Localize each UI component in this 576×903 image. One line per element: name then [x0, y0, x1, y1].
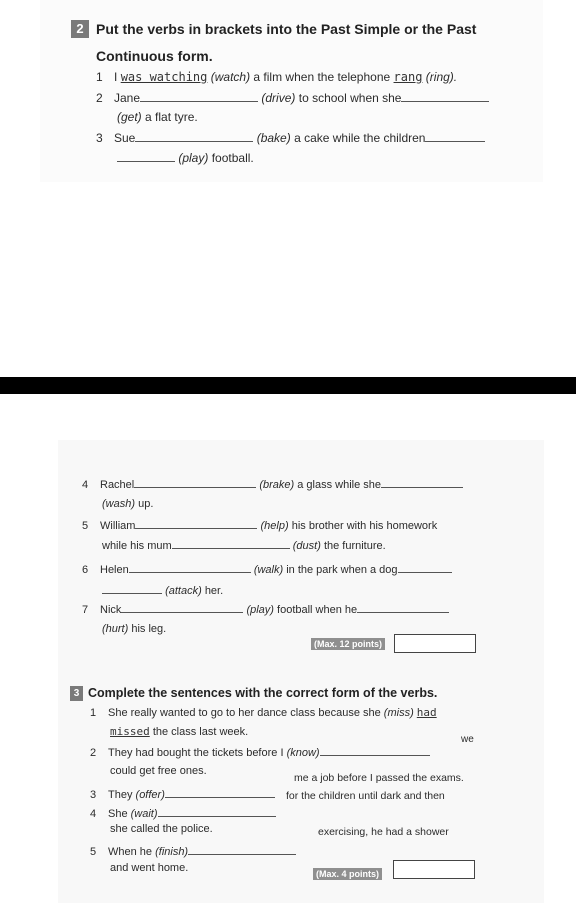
item-number: 5	[90, 846, 97, 858]
answer-blank[interactable]	[129, 561, 251, 573]
verb-cue: (offer)	[135, 789, 165, 801]
exercise-3-item-2-right: we	[461, 734, 474, 745]
answer-blank[interactable]	[121, 601, 243, 613]
item-subject: I	[114, 70, 118, 84]
item-text: while his mum	[102, 540, 172, 552]
verb-cue: (brake)	[259, 479, 295, 491]
exercise-3-item-5-cont: and went home.	[110, 862, 189, 874]
item-subject: Helen	[100, 564, 129, 576]
item-number: 3	[96, 131, 103, 145]
verb-cue: (finish)	[155, 846, 189, 858]
verb-cue: (play)	[178, 151, 209, 165]
exercise-2-item-4	[82, 476, 463, 491]
answer-blank[interactable]	[140, 90, 258, 102]
verb-cue: (help)	[260, 520, 289, 532]
exercise-2-points-label: (Max. 12 points)	[311, 638, 385, 650]
exercise-2-item-5-cont	[102, 537, 386, 552]
exercise-3-item-4-right: for the children until dark and then	[286, 790, 445, 802]
exercise-3-title: Complete the sentences with the correct form of the verbs.	[88, 686, 438, 700]
black-separator-band	[0, 377, 576, 394]
answer-blank[interactable]	[320, 744, 430, 756]
exercise-2-item-2	[96, 90, 489, 105]
item-number: 4	[82, 479, 89, 491]
item-subject: Jane	[114, 91, 141, 105]
exercise-2-item-5	[82, 517, 437, 532]
exercise-2-item-3	[96, 130, 485, 145]
item-text: his brother with his homework	[291, 520, 438, 532]
exercise-3-score-box[interactable]	[393, 860, 475, 879]
exercise-2-item-6	[82, 561, 452, 576]
verb-cue: (know)	[286, 747, 320, 759]
verb-cue: (play)	[246, 604, 274, 616]
exercise-3-item-4	[90, 805, 276, 820]
verb-cue: (miss)	[383, 707, 414, 719]
item-text: in the park when a dog	[286, 564, 398, 576]
item-text: a glass while she	[297, 479, 381, 491]
exercise-3-item-4-cont: she called the police.	[110, 823, 213, 835]
answer-blank[interactable]	[165, 786, 275, 798]
item-number: 6	[82, 564, 89, 576]
answer-blank[interactable]	[381, 476, 463, 488]
exercise-2-score-box[interactable]	[394, 634, 476, 653]
handwritten-answer: was watching	[120, 70, 208, 84]
verb-cue: (walk)	[253, 564, 284, 576]
item-text: a cake while the children	[294, 131, 426, 145]
item-text: They	[108, 789, 133, 801]
handwritten-answer: had	[416, 706, 437, 719]
item-subject: Rachel	[100, 479, 135, 491]
verb-cue: (wait)	[130, 808, 158, 820]
exercise-2-item-7-cont	[102, 623, 166, 635]
answer-blank[interactable]	[188, 843, 296, 855]
exercise-2-title-line1: Put the verbs in brackets into the Past Simple or the Past	[96, 21, 477, 37]
exercise-3-item-1-cont	[110, 725, 248, 738]
item-text: a flat tyre.	[145, 110, 198, 124]
item-number: 1	[90, 707, 97, 719]
item-text: She	[108, 808, 128, 820]
exercise-2-number: 2	[71, 20, 89, 38]
item-subject: William	[100, 520, 136, 532]
verb-cue: (get)	[117, 110, 142, 124]
item-text: the furniture.	[323, 540, 386, 552]
answer-blank[interactable]	[172, 537, 290, 549]
item-number: 7	[82, 604, 89, 616]
exercise-3-item-3	[90, 786, 275, 801]
answer-blank[interactable]	[425, 130, 485, 142]
exercise-2-title-line2: Continuous form.	[96, 48, 213, 64]
exercise-2-item-6-cont	[102, 582, 223, 597]
item-text: She really wanted to go to her dance class because she	[108, 707, 381, 719]
answer-blank[interactable]	[401, 90, 489, 102]
exercise-3-item-5	[90, 843, 296, 858]
exercise-2-item-4-cont	[102, 498, 153, 510]
verb-cue: (attack)	[165, 585, 202, 597]
verb-cue: (dust)	[292, 540, 321, 552]
answer-blank[interactable]	[158, 805, 276, 817]
item-text: They had bought the tickets before I	[108, 747, 284, 759]
exercise-3-points-label: (Max. 4 points)	[313, 868, 382, 880]
item-text: up.	[138, 498, 154, 510]
item-text: the class last week.	[152, 726, 249, 738]
answer-blank[interactable]	[117, 150, 175, 162]
exercise-3-item-3-right: me a job before I passed the exams.	[294, 772, 464, 784]
item-text: When he	[108, 846, 153, 858]
item-text: her.	[204, 585, 224, 597]
answer-blank[interactable]	[357, 601, 449, 613]
item-subject: Sue	[114, 131, 136, 145]
answer-blank[interactable]	[398, 561, 452, 573]
item-number: 2	[96, 91, 103, 105]
item-text: his leg.	[131, 623, 167, 635]
exercise-3-item-2-cont: could get free ones.	[110, 765, 207, 777]
answer-blank[interactable]	[134, 476, 256, 488]
verb-cue: (hurt)	[102, 623, 129, 635]
verb-cue: (drive)	[261, 91, 296, 105]
verb-cue: (bake)	[256, 131, 291, 145]
exercise-2-item-7	[82, 601, 449, 616]
answer-blank[interactable]	[102, 582, 162, 594]
answer-blank[interactable]	[135, 517, 257, 529]
item-text: football.	[211, 151, 254, 165]
exercise-2-item-1	[96, 70, 457, 84]
item-text: football when he	[277, 604, 358, 616]
handwritten-answer: missed	[110, 725, 150, 738]
item-text: a film when the telephone	[253, 70, 391, 84]
exercise-3-item-1	[90, 706, 437, 719]
item-number: 2	[90, 747, 97, 759]
item-text: to school when she	[298, 91, 402, 105]
exercise-3-item-2	[90, 744, 430, 759]
verb-cue: (wash)	[102, 498, 136, 510]
exercise-3-number: 3	[70, 686, 83, 701]
verb-cue: (ring).	[425, 70, 458, 84]
verb-cue: (watch)	[210, 70, 251, 84]
handwritten-answer: rang	[393, 70, 423, 84]
item-subject: Nick	[100, 604, 122, 616]
item-number: 4	[90, 808, 97, 820]
exercise-2-item-2-cont	[117, 110, 198, 124]
item-number: 3	[90, 789, 97, 801]
item-number: 1	[96, 70, 103, 84]
answer-blank[interactable]	[135, 130, 253, 142]
item-number: 5	[82, 520, 89, 532]
exercise-2-item-3-cont	[117, 150, 254, 165]
exercise-3-item-5-right: exercising, he had a shower	[318, 826, 449, 838]
